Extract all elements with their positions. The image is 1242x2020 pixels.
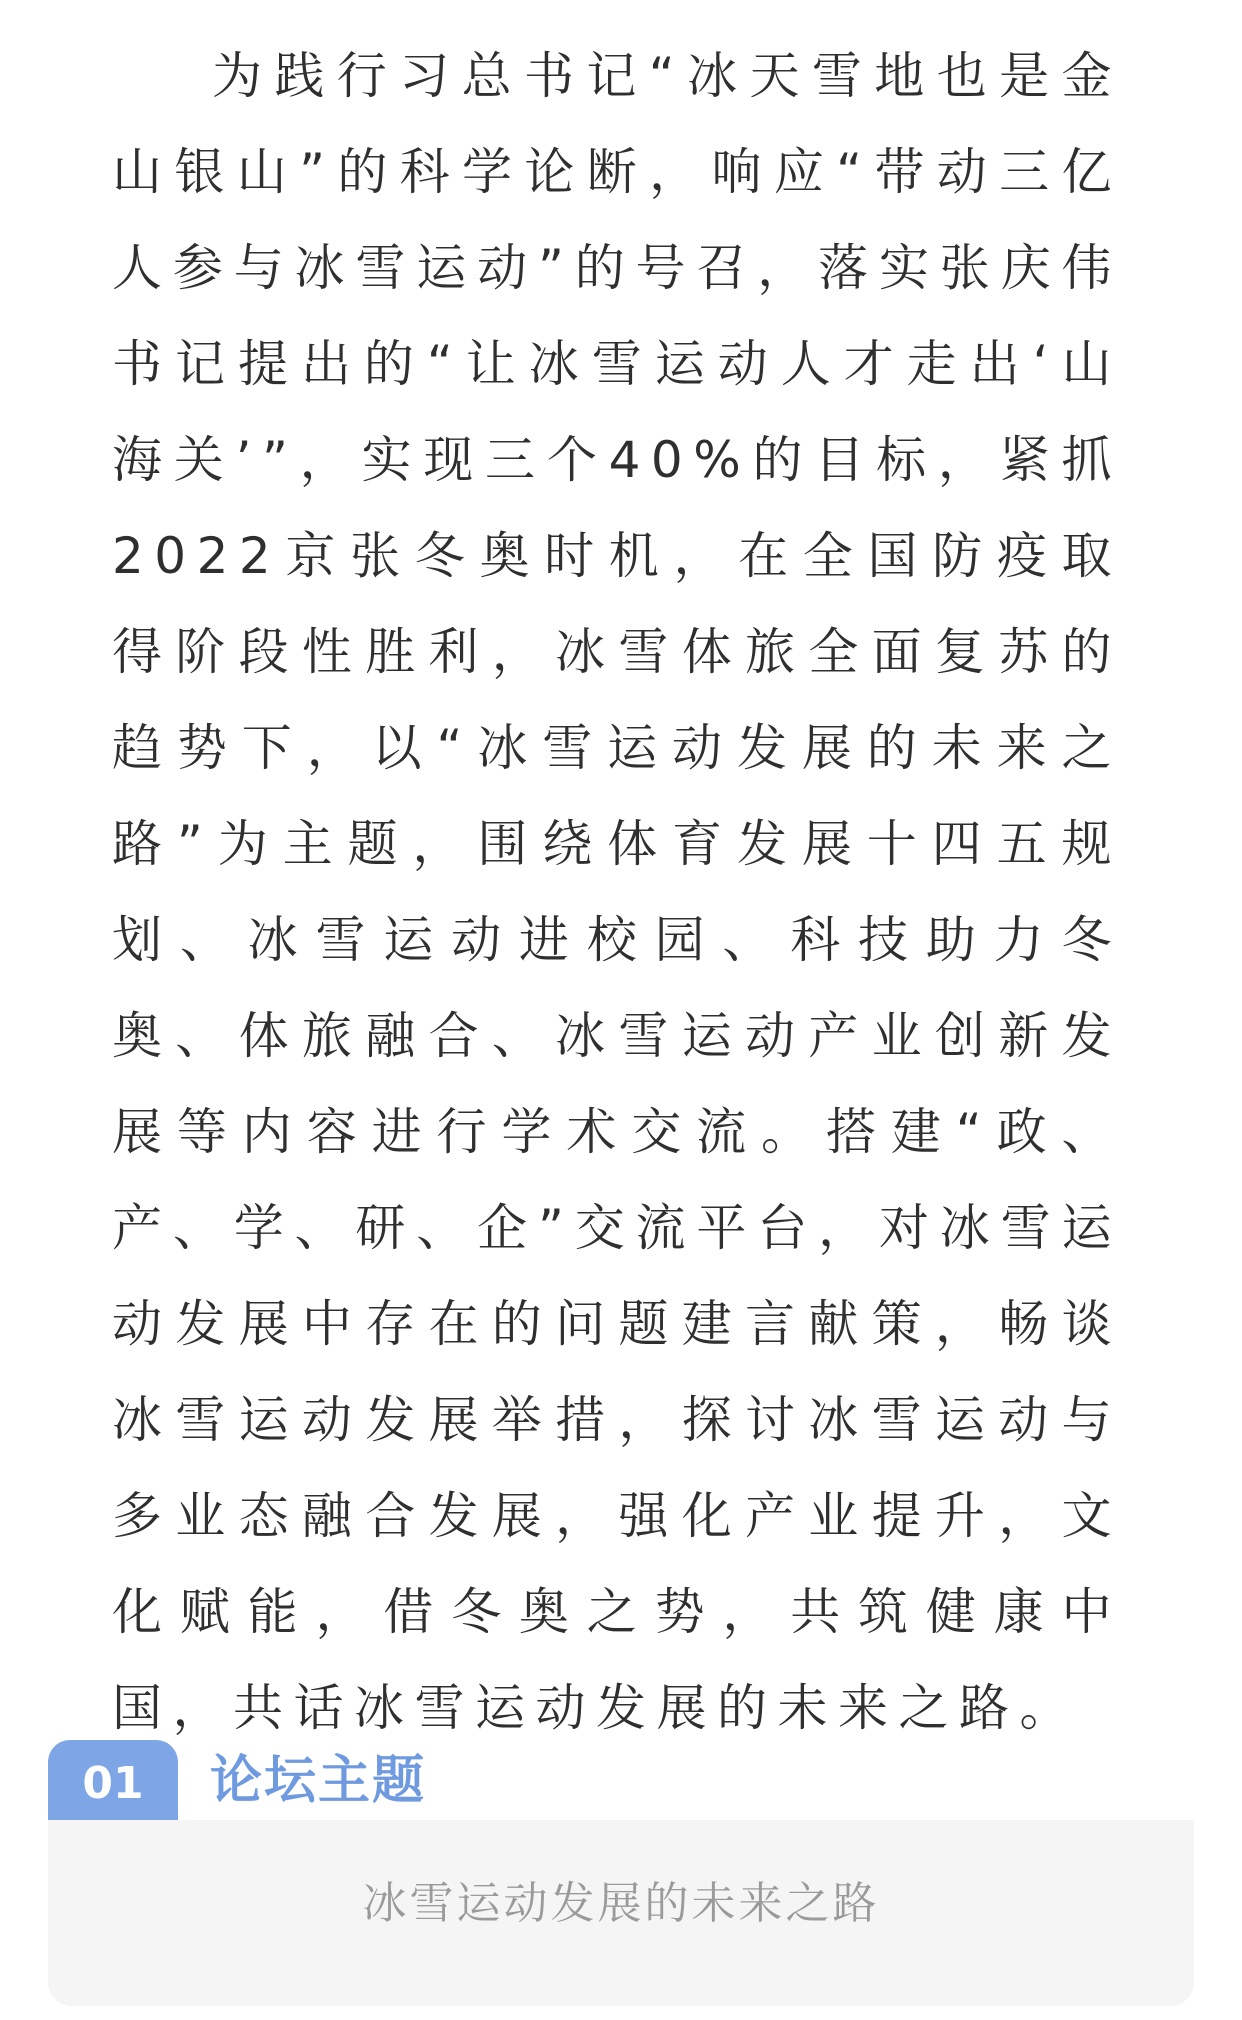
section-content-box — [48, 1820, 1194, 2006]
forum-theme-text: 冰雪运动发展的未来之路 — [362, 1878, 880, 1929]
article-body — [112, 28, 1122, 1756]
intro-paragraph: 为践行习总书记“冰天雪地也是金山银山”的科学论断，响应“带动三亿人参与冰雪运动”的号召，落实张庆伟书记提出的“让冰雪运动人才走出‘山海关’”，实现三个40%的目标，紧抓2022京张冬奥时机，在全国防疫取得阶段性胜利，冰雪体旅全面复苏的趋势下，以“冰雪运动发展的未来之路”为主题，围绕体育发展十四五规划、冰雪运动进校园、科技助力冬奥、体旅融合、冰雪运动产业创新发展等内容进行学术交流。搭建“政、产、学、研、企”交流平台，对冰雪运动发展中存在的问题建言献策，畅谈冰雪运动发展举措，探讨冰雪运动与多业态融合发展，强化产业提升，文化赋能，借冬奥之势，共筑健康中国，共话冰雪运动发展的未来之路。 — [112, 47, 1122, 1737]
section-number-badge: 01 — [48, 1740, 178, 1820]
section-title: 论坛主题 — [210, 1751, 427, 1811]
section-header — [48, 1740, 1194, 1820]
forum-theme-section — [48, 1740, 1194, 2006]
